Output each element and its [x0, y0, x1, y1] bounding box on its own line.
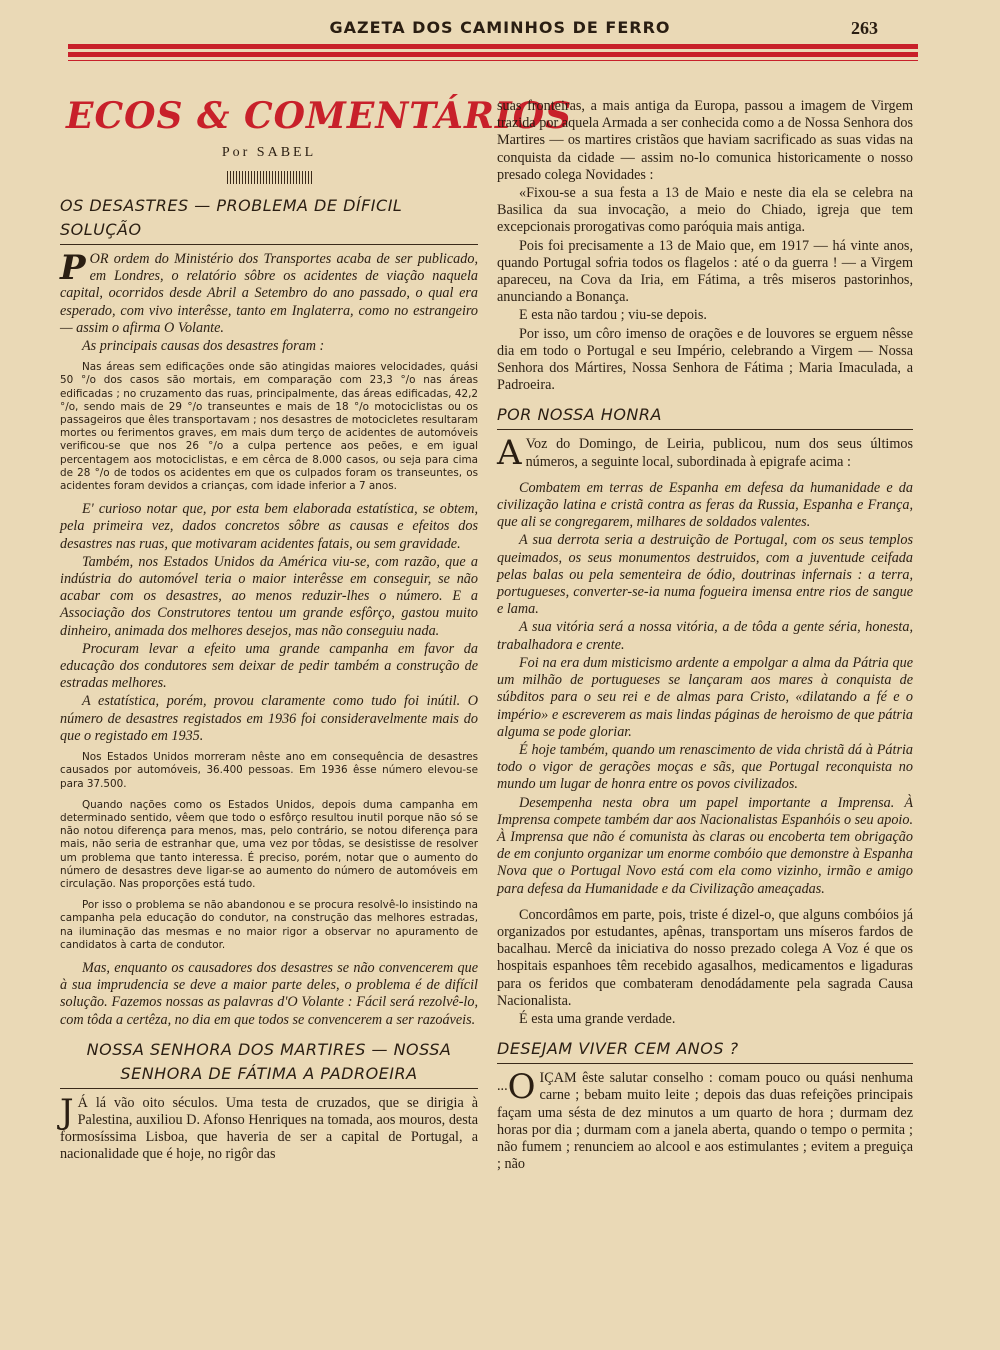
header-rule-mid — [68, 52, 918, 57]
section-heading-desastres: OS DESASTRES — PROBLEMA DE DÍFICIL SOLUÇÃO — [60, 194, 478, 245]
paragraph: Por isso, um côro imenso de orações e de louvores se erguem nêsse dia em todo o Portugal e seu Império, celebrando a Virgem — Nossa Senhora dos Mártires, Nossa Senhora de Fátima ; Maria Imaculada, a Padroeira. — [497, 325, 913, 394]
quoted-paragraph: Nas áreas sem edificações onde são atingidas maiores velocidades, quási 50 °/o dos casos são mortais, em comparação com 23,3 °/o nas áreas edificadas ; no cruzamento das ruas, principalmente, das áreas edificadas, 42,2 °/o, sendo mais de 29 °/o transeuntes e mais de 18 °/o motociclistas ou os passageiros que êles transportavam ; nos desastres de motocicletes resultaram mortes ou ferimentos graves, em mais dum terço de acidentes de automóveis verificou-se que nos 26 °/o a culpa pertence aos peões, e em igual percentagem aos motociclistas, e em cêrca de 8.000 casos, ou seja para cima de 28 °/o de todos os acidentes em que os culpados foram os transeuntes, os acidentes foram devidos a crianças, com idade inferior a 7 anos. — [60, 361, 478, 493]
quoted-paragraph: Foi na era dum misticismo ardente a empolgar a alma da Pátria que um milhão de portugueses se lançaram aos mares à conquista de súbditos para o seu rei e de almas para Cristo, «dilatando a fé e o império» e escreverem as mais lindas páginas de heroismo de que pátria alguma se pode gloriar. — [497, 654, 913, 740]
drop-cap: A — [497, 433, 522, 474]
paragraph: Mas, enquanto os causadores dos desastres se não convencerem que à sua imprudencia se deve a maior parte deles, o problema é de difícil solução. Fazemos nossas as palavras d'O Volante : Fácil será rezolvê-lo, com tôda a certêza, no dia em que todos se convencerem a ser razoáveis. — [60, 959, 478, 1028]
paragraph: A Voz do Domingo, de Leiria, publicou, num dos seus últimos números, a seguinte local, subordinada à epigrafe acima : — [497, 433, 913, 474]
byline: Por SABEL — [221, 145, 317, 160]
section-heading-por-nossa-honra: POR NOSSA HONRA — [497, 403, 913, 430]
left-column — [60, 95, 573, 1165]
drop-cap: J — [60, 1091, 74, 1132]
paragraph: As principais causas dos desastres foram : — [82, 338, 325, 355]
paragraph: J Á lá vão oito séculos. Uma testa de cruzados, que se dirigia à Palestina, auxiliou D. Afonso Henriques na tomada, aos mouros, desta formosíssima Lisboa, que haveria de ser a capital de Portugal, a nacionalidade que é hoje, no rigôr das — [60, 1091, 478, 1163]
article-title: ECOS & COMENTÁRIOS — [66, 95, 573, 137]
journal-title: GAZETA DOS CAMINHOS DE FERRO — [329, 18, 671, 37]
ornament — [227, 171, 312, 184]
section-heading-cem-anos: DESEJAM VIVER CEM ANOS ? — [497, 1037, 913, 1064]
right-column — [497, 98, 913, 1174]
paragraph: «Fixou-se a sua festa a 13 de Maio e neste dia ela se celebra na Basilica da sua invocação, a meio do Chiado, igreja que tem excepcionais prorogativas como paróquia mais antiga. — [497, 185, 913, 236]
drop-cap: O — [507, 1067, 536, 1108]
quoted-paragraph: Desempenha nesta obra um papel importante a Imprensa. À Imprensa compete também dar aos Nacionalistas Espanhóis o seu apoio. À Imprensa que não é comunista às claras ou encoberta tem obrigação de em conjunto organizar um enorme combóio que demonstre à Espanha Nova que o Portugal Novo está com ela como vizinho, irmão e amigo para defesa da Humanidade e da Civilização ameaçadas. — [497, 794, 913, 897]
quoted-paragraph: Nos Estados Unidos morreram nêste ano em consequência de desastres causados por automóveis, 36.400 pessoas. Em 1936 êsse número elevou-se para 37.500. — [60, 751, 478, 790]
page-number: 263 — [851, 18, 878, 38]
drop-cap: P — [60, 248, 86, 288]
ellipsis-lead: ... — [497, 1078, 508, 1095]
quoted-paragraph: Por isso o problema se não abandonou e se procura resolvê-lo insistindo na campanha pela educação do condutor, na construção das melhores estradas, na iluminação das mesmas e no maior rigor a observar no apuramento de candidatos à carta de condutor. — [60, 899, 478, 951]
paragraph: Concordâmos em parte, pois, triste é dizel-o, que alguns combóios já organizados por estudantes, apênas, transportam uns míseros fardos de bacalhau. Mercê da iniciativa do nosso prezado colega A Voz é que os hospitais espanhoes têm recebido agasalhos, medicamentos e ligaduras para os feridos que combateram denodádamente pela sagrada Causa Nacionalista. — [497, 906, 913, 1009]
section-heading-nossa-senhora: NOSSA SENHORA DOS MARTIRES — NOSSA SENHORA DE FÁTIMA A PADROEIRA — [60, 1038, 478, 1089]
header-rule-top — [68, 44, 918, 49]
quoted-paragraph: É hoje também, quando um renascimento de vida christã dá à Pátria todo o vigor de gerações moças e sãs, que Portugal reconquista no mundo um lugar de honra entre os povos civilizados. — [497, 741, 913, 793]
quoted-paragraph: A sua vitória será a nossa vitória, a de tôda a gente séria, honesta, trabalhadora e crente. — [497, 619, 913, 653]
paragraph: Pois foi precisamente a 13 de Maio que, em 1917 — há vinte anos, quando Portugal sofria todos os flagelos : até o da guerra ! — a Virgem apareceu, na Cova da Iria, em Fátima, a três miseros pastorinhos, anunciando a Bonança. — [497, 237, 913, 306]
paragraph: ... O IÇAM êste salutar conselho : comam pouco ou quási nenhuma carne ; bebam muito leite ; depois das duas refeições principais façam uma sésta de dez minutos a um quarto de hora ; durmam dez horas por dia ; durmam com a janela aberta, quando o tempo o permita ; não fumem ; renunciem ao alcool e aos estimulantes ; evitem a preguiça ; não — [497, 1067, 913, 1173]
paragraph: Procuram levar a efeito uma grande campanha em favor da educação dos condutores sem deixar de pedir também a construção de estradas melhores. — [60, 640, 478, 692]
paragraph: suas fronteiras, a mais antiga da Europa, passou a imagem de Virgem trazida por aquela Armada a ser conhecida como a de Nossa Senhora dos Martires — os martires cristãos que haviam sacrificado as suas vidas na conquista da cidade — assim no-lo comunica historicamente o nosso presado colega Novidades : — [497, 98, 913, 183]
quoted-paragraph: Quando nações como os Estados Unidos, depois duma campanha em determinado sentido, vêem que todo o esfôrço resultou inutil porque não só se não notou diferença para menos, mas, pelo contrário, se notou diferença para mais, não seria de estranhar que, uma vez por tôdas, se desistisse de resolver um problema que tanto interessa. É preciso, porém, notar que o aumento do número de desastres deve ligar-se ao aumento do número de automóveis em circulação. Nas proporções está tudo. — [60, 798, 478, 890]
paragraph: É esta uma grande verdade. — [519, 1010, 676, 1027]
paragraph: E' curioso notar que, por esta bem elaborada estatística, se obtem, pela primeira vez, dados concretos sôbre as causas e efeitos dos desastres nas ruas, que motivaram acidentes fatais, ou sem gravidade. — [60, 501, 478, 552]
header-rule-bottom — [68, 60, 918, 61]
paragraph: E esta não tardou ; viu-se depois. — [519, 307, 707, 324]
quoted-paragraph: A sua derrota seria a destruição de Portugal, com os seus templos queimados, os seus monumentos destruidos, com a juventude ceifada pelas balas ou pela sementeira de ódio, doutrinas infernais : a terra, portugueses, converter-se-ia numa fogueira imensa entre rios de sangue e lama. — [497, 532, 913, 618]
paragraph: Também, nos Estados Unidos da América viu-se, com razão, que a indústria do automóvel teria o maior interêsse em conseguir, se não acabar com os desastres, ao menos reduzir-lhes o número. E a Associação dos Construtores tentou um grande esfôrço, gastou muito dinheiro, animada dos melhores desejos, mas não conseguiu nada. — [60, 553, 478, 639]
quoted-paragraph: Combatem em terras de Espanha em defesa da humanidade e da civilização latina e cristã contra as feras da Russia, Espanha e França, que ali se congregarem, milhares de soldados valentes. — [497, 479, 913, 531]
paragraph: POR ordem do Ministério dos Transportes acaba de ser publicado, em Londres, o relatório sôbre os acidentes de viação naquela capital, ocorridos desde Abril a Setembro do ano passado, o qual era esperado, com vivo interêsse, tanto em Inglaterra, como no estrangeiro — assim o afirma O Volante. — [60, 248, 478, 336]
paragraph: A estatística, porém, provou claramente como tudo foi inútil. O número de desastres registados em 1936 foi consideravelmente mais do que o registado em 1935. — [60, 693, 478, 744]
